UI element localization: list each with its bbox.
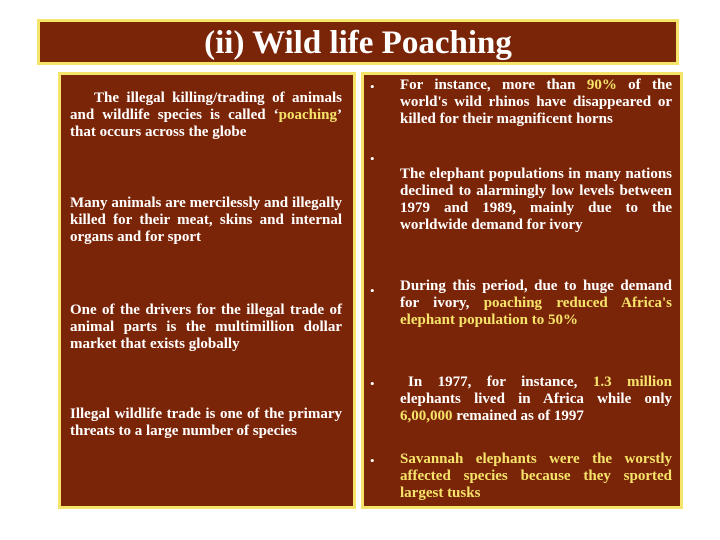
left-paragraph-2: Many animals are mercilessly and illegally killed for their meat, skins and internal organs and for sport xyxy=(70,195,342,245)
right-bullet-4-text-b: elephants lived in Africa while only xyxy=(400,391,672,407)
right-bullet-1-text-a: For instance, more than xyxy=(400,77,587,93)
slide-title: (ii) Wild life Poaching xyxy=(204,24,512,61)
bullet-icon: • xyxy=(370,376,375,391)
bullet-icon: • xyxy=(370,283,375,298)
right-bullet-1 xyxy=(400,77,672,128)
left-paragraph-1 xyxy=(70,90,342,141)
right-bullet-4-highlight-1: 1.3 million xyxy=(592,374,673,390)
right-bullet-5 xyxy=(400,451,672,502)
right-bullet-3-text-a: During this period, due to huge demand for ivory, xyxy=(400,278,672,311)
right-bullet-4-text-a: In 1977, for instance, xyxy=(408,374,593,390)
right-bullet-1-text-b: of the world's wild rhinos have disappeared or killed for their magnificent horns xyxy=(400,77,672,127)
right-bullet-3-highlight: poaching reduced Africa's elephant population to 50% xyxy=(400,295,672,328)
right-bullet-4-highlight-2: 6,00,000 xyxy=(400,408,453,424)
left-paragraph-1-text-a: The illegal killing/trading of animals and wildlife species is called ‘ xyxy=(70,90,342,123)
bullet-icon: • xyxy=(370,453,375,468)
title-bar xyxy=(37,19,679,65)
left-paragraph-1-highlight: poaching xyxy=(278,107,337,123)
right-bullet-3 xyxy=(400,278,672,329)
bullet-icon: • xyxy=(370,151,375,166)
left-paragraph-1-text-b: ’ that occurs across the globe xyxy=(70,107,342,140)
left-paragraph-3: One of the drivers for the illegal trade of animal parts is the multimillion dollar market that exists globally xyxy=(70,302,342,352)
right-bullet-1-highlight: 90% xyxy=(586,77,617,93)
right-bullet-4 xyxy=(400,374,672,425)
right-bullet-2: The elephant populations in many nations declined to alarmingly low levels between 1979 and 1989, mainly due to the worldwide demand for ivory xyxy=(400,166,672,233)
right-bullet-5-text: Savannah elephants were the worstly affected species because they sported largest tusks xyxy=(400,451,672,501)
left-paragraph-4: Illegal wildlife trade is one of the primary threats to a large number of species xyxy=(70,406,342,439)
right-bullet-4-text-c: remained as of 1997 xyxy=(452,408,584,424)
bullet-icon: • xyxy=(370,79,375,94)
